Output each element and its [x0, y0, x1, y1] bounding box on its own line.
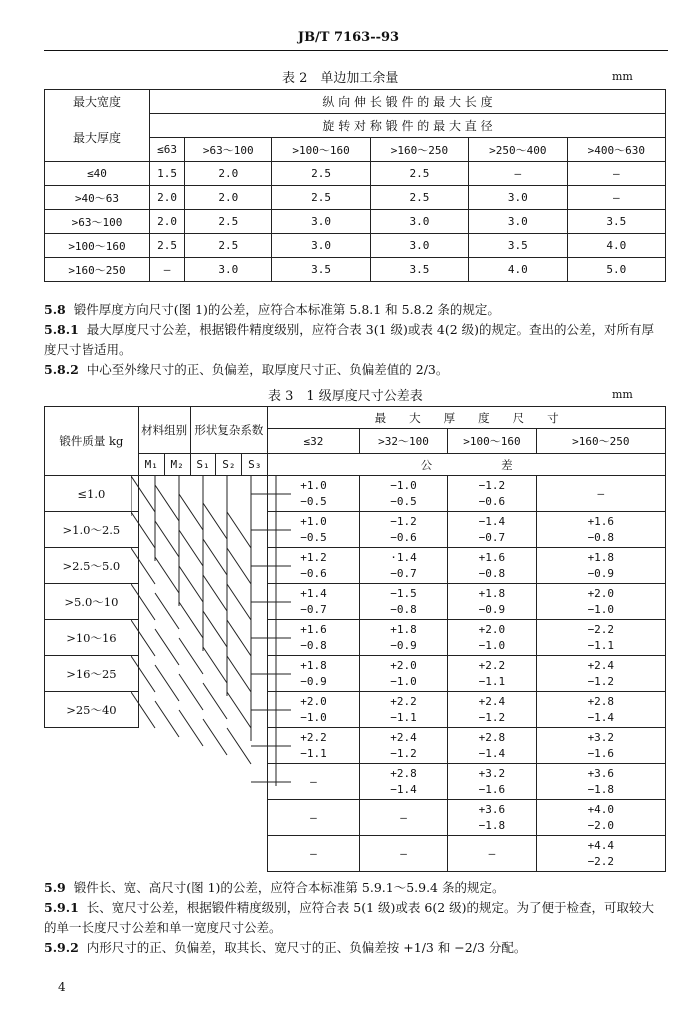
diagram-diagonal	[179, 638, 203, 674]
upper-deviation: +2.0	[300, 694, 327, 708]
table-cell: 2.0	[150, 186, 185, 210]
table-cell: 2.5	[272, 162, 370, 186]
table2-col-header: ≤63	[150, 138, 185, 162]
upper-deviation: +1.8	[390, 622, 417, 636]
tolerance-cell	[536, 836, 665, 872]
upper-deviation: ·1.4	[390, 550, 417, 564]
lower-deviation: −1.2	[587, 674, 615, 688]
diagram-diagonal	[155, 557, 179, 593]
tolerance-cell	[536, 584, 665, 620]
diagram-diagonal	[131, 476, 155, 512]
table-cell: 5.0	[567, 258, 665, 282]
diagram-diagonal	[203, 647, 227, 683]
table3-shape-header: 形状复杂系数	[190, 407, 268, 454]
tolerance-cell	[448, 764, 536, 800]
row-label: >100～160	[45, 234, 150, 258]
tolerance-cell	[448, 512, 536, 548]
table-row	[45, 234, 666, 258]
tolerance-cell	[359, 692, 447, 728]
table3-thick-col: >100～160	[448, 429, 536, 454]
upper-deviation: +2.2	[478, 658, 506, 672]
diagram-diagonal	[131, 656, 155, 692]
lower-deviation: −0.7	[478, 530, 506, 544]
tolerance-cell	[448, 476, 536, 512]
clause-text: 锻件厚度方向尺寸(图 1)的公差，应符合本标准第 5.8.1 和 5.8.2 条的规定。	[73, 302, 500, 317]
diagram-diagonal	[131, 620, 155, 656]
diagram-diagonal	[155, 629, 179, 665]
upper-deviation: +1.6	[478, 550, 506, 564]
clause-text: 内形尺寸的正、负偏差，取其长、宽尺寸的正、负偏差按 +1/3 和 −2/3 分配。	[86, 940, 527, 955]
lower-deviation: −1.1	[587, 638, 615, 652]
upper-deviation: +1.6	[587, 514, 615, 528]
diagram-diagonal	[227, 512, 251, 548]
table2-group-length: 纵 向 伸 长 锻 件 的 最 大 长 度	[150, 90, 666, 114]
lower-deviation: −1.4	[587, 710, 615, 724]
lower-deviation: −1.0	[587, 602, 615, 616]
table-cell: 2.5	[185, 210, 272, 234]
lower-deviation: −0.8	[587, 530, 615, 544]
diagram-area	[138, 836, 267, 872]
upper-deviation: +4.0	[587, 802, 615, 816]
lower-deviation: −1.1	[300, 746, 327, 760]
table2-col-header: >250～400	[469, 138, 567, 162]
tolerance-cell	[359, 728, 447, 764]
table-cell: 2.0	[185, 186, 272, 210]
lower-deviation: −1.8	[587, 782, 615, 796]
tolerance-cell	[448, 584, 536, 620]
tolerance-cell	[359, 548, 447, 584]
upper-deviation: +2.4	[587, 658, 615, 672]
diagram-diagonal	[131, 692, 155, 728]
tolerance-cell	[448, 692, 536, 728]
table3-material-header: 材料组别	[138, 407, 190, 454]
table2-machining-allowance	[44, 89, 666, 282]
table-cell: 3.0	[272, 210, 370, 234]
diagram-diagonal	[131, 512, 155, 548]
lower-deviation: −2.2	[587, 854, 615, 868]
upper-deviation: +2.8	[478, 730, 506, 744]
diagram-diagonal	[179, 530, 203, 566]
lower-deviation: −2.0	[587, 818, 615, 832]
tolerance-cell	[448, 800, 536, 836]
tolerance-cell	[536, 476, 665, 512]
diagram-diagonal	[155, 521, 179, 557]
upper-deviation: +2.0	[587, 586, 615, 600]
table3-unit: mm	[612, 388, 633, 401]
lower-deviation: −0.8	[390, 602, 417, 616]
lower-deviation: −0.6	[478, 494, 506, 508]
upper-deviation: —	[597, 486, 605, 500]
weight-row-empty	[45, 764, 139, 800]
weight-row-empty	[45, 800, 139, 836]
table-cell: 3.5	[567, 210, 665, 234]
table-row	[45, 186, 666, 210]
table-cell: 1.5	[150, 162, 185, 186]
table2-group-diameter: 旋 转 对 称 锻 件 的 最 大 直 径	[150, 114, 666, 138]
table3-caption: 表 3 1 级厚度尺寸公差表	[268, 389, 423, 404]
table-cell: 4.0	[469, 258, 567, 282]
table-cell: 3.5	[469, 234, 567, 258]
table-cell: —	[567, 162, 665, 186]
table-cell: 4.0	[567, 234, 665, 258]
clause-text: 锻件长、宽、高尺寸(图 1)的公差，应符合本标准第 5.9.1～5.9.4 条的规定。	[73, 880, 505, 895]
table2-corner-bottom: 最大厚度	[45, 114, 150, 162]
lower-deviation: −0.8	[478, 566, 506, 580]
lower-deviation: −1.0	[478, 638, 506, 652]
tolerance-cell	[448, 656, 536, 692]
lower-deviation: −1.1	[390, 710, 417, 724]
table2-caption: 表 2 单边加工余量	[282, 71, 399, 86]
table-cell: —	[469, 162, 567, 186]
upper-deviation: —	[310, 774, 317, 788]
upper-deviation: —	[488, 846, 496, 860]
diagram-diagonal	[227, 656, 251, 692]
diagram-diagonal	[227, 584, 251, 620]
clause-5-9-2	[44, 938, 666, 958]
clause-text: 中心至外缘尺寸的正、负偏差，取厚度尺寸正、负偏差值的 2/3。	[86, 362, 449, 377]
diagram-diagonal	[203, 539, 227, 575]
diagram-diagonal	[203, 503, 227, 539]
upper-deviation: +3.6	[478, 802, 506, 816]
upper-deviation: +2.4	[390, 730, 417, 744]
lower-deviation: −0.5	[390, 494, 417, 508]
upper-deviation: +2.4	[478, 694, 506, 708]
tolerance-cell	[359, 620, 447, 656]
diagram-diagonal	[155, 701, 179, 737]
table3-tolerance-header: 公 差	[268, 454, 666, 476]
lower-deviation: −1.0	[390, 674, 417, 688]
diagram-diagonal	[179, 494, 203, 530]
upper-deviation: −1.2	[390, 514, 417, 528]
upper-deviation: +3.2	[587, 730, 615, 744]
lower-deviation: −0.7	[390, 566, 417, 580]
table-cell: —	[150, 258, 185, 282]
table-cell: 3.5	[370, 258, 468, 282]
lower-deviation: −0.9	[300, 674, 327, 688]
lower-deviation: −0.9	[587, 566, 615, 580]
lower-deviation: −1.6	[478, 782, 506, 796]
lower-deviation: −0.9	[390, 638, 417, 652]
upper-deviation: +3.2	[478, 766, 506, 780]
weight-row-label: >16～25	[45, 656, 139, 692]
upper-deviation: +1.0	[300, 514, 327, 528]
upper-deviation: +1.8	[587, 550, 615, 564]
table-cell: 3.0	[469, 210, 567, 234]
tolerance-cell	[536, 512, 665, 548]
weight-row-empty	[45, 836, 139, 872]
document-header: JB/T 7163--93	[297, 30, 400, 45]
diagram-diagonal	[227, 620, 251, 656]
diagram-diagonal	[203, 575, 227, 611]
clause-number: 5.8.1	[44, 322, 79, 337]
tolerance-cell	[268, 836, 360, 872]
upper-deviation: −1.4	[478, 514, 506, 528]
upper-deviation: −1.5	[390, 586, 417, 600]
upper-deviation: +3.6	[587, 766, 615, 780]
shape-s2: S₂	[216, 454, 242, 476]
diagram-diagonal	[155, 593, 179, 629]
table3-thick-col: >32～100	[359, 429, 447, 454]
upper-deviation: +2.0	[390, 658, 417, 672]
clause-5-9-1	[44, 898, 666, 938]
tolerance-cell	[359, 512, 447, 548]
row-label: >160～250	[45, 258, 150, 282]
upper-deviation: +2.0	[478, 622, 506, 636]
clause-number: 5.9	[44, 880, 66, 895]
clause-5-8	[44, 300, 666, 320]
row-label: >63～100	[45, 210, 150, 234]
lower-deviation: −0.6	[390, 530, 417, 544]
table2-unit: mm	[612, 70, 633, 83]
weight-row-label: >1.0～2.5	[45, 512, 139, 548]
upper-deviation: —	[310, 846, 317, 860]
lower-deviation: −0.6	[300, 566, 327, 580]
tolerance-cell	[536, 656, 665, 692]
table3-thick-col: ≤32	[268, 429, 360, 454]
diagram-diagonal	[203, 611, 227, 647]
diagram-diagonal	[227, 728, 251, 764]
upper-deviation: +1.8	[478, 586, 506, 600]
table-cell: 2.5	[150, 234, 185, 258]
table-row	[45, 210, 666, 234]
table-row	[45, 836, 666, 872]
row-label: ≤40	[45, 162, 150, 186]
upper-deviation: +2.2	[300, 730, 327, 744]
diagram-diagonal	[227, 548, 251, 584]
table-cell: 3.0	[370, 210, 468, 234]
tolerance-cell	[359, 764, 447, 800]
table3-weight-header: 锻件质量 kg	[45, 407, 139, 476]
table-cell: 2.0	[150, 210, 185, 234]
tolerance-cell	[536, 764, 665, 800]
upper-deviation: +2.8	[390, 766, 417, 780]
lower-deviation: −1.2	[478, 710, 506, 724]
page-number: 4	[58, 980, 66, 994]
table2-col-header: >400～630	[567, 138, 665, 162]
diagram-diagonal	[179, 710, 203, 746]
tolerance-cell	[448, 620, 536, 656]
upper-deviation: +2.8	[587, 694, 615, 708]
weight-row-label: >2.5～5.0	[45, 548, 139, 584]
lower-deviation: −0.7	[300, 602, 327, 616]
clause-number: 5.9.1	[44, 900, 79, 915]
table-cell: —	[567, 186, 665, 210]
weight-row-label: ≤1.0	[45, 476, 139, 512]
clause-text: 长、宽尺寸公差，根据锻件精度级别，应符合表 5(1 级)或表 6(2 级)的规定。为了便于检查，可取较大的单一长度尺寸公差和单一宽度尺寸公差。	[44, 900, 655, 935]
tolerance-cell	[536, 548, 665, 584]
tolerance-cell	[536, 728, 665, 764]
upper-deviation: +1.6	[300, 622, 327, 636]
upper-deviation: −1.2	[478, 478, 506, 492]
table-cell: 2.5	[185, 234, 272, 258]
table3-thick-col: >160～250	[536, 429, 665, 454]
table-row	[45, 258, 666, 282]
row-label: >40～63	[45, 186, 150, 210]
table-cell: 2.5	[370, 162, 468, 186]
upper-deviation: —	[400, 810, 407, 824]
clause-5-8-1	[44, 320, 666, 360]
clause-5-9	[44, 878, 666, 898]
lower-deviation: −0.5	[300, 494, 327, 508]
diagram-diagonal	[203, 719, 227, 755]
tolerance-cell	[536, 692, 665, 728]
diagram-diagonal	[131, 548, 155, 584]
lower-deviation: −1.6	[587, 746, 615, 760]
tolerance-cell	[359, 584, 447, 620]
lower-deviation: −0.9	[478, 602, 506, 616]
lower-deviation: −0.8	[300, 638, 327, 652]
table-cell: 2.5	[370, 186, 468, 210]
upper-deviation: +1.2	[300, 550, 327, 564]
lower-deviation: −1.4	[390, 782, 417, 796]
upper-deviation: +4.4	[587, 838, 615, 852]
upper-deviation: —	[310, 810, 317, 824]
lower-deviation: −1.0	[300, 710, 327, 724]
table2-col-header: >100～160	[272, 138, 370, 162]
clause-number: 5.8.2	[44, 362, 79, 377]
tolerance-cell	[536, 620, 665, 656]
diagram-diagonal	[155, 485, 179, 521]
shape-s1: S₁	[190, 454, 216, 476]
table-cell: 3.0	[469, 186, 567, 210]
diagram-diagonal	[179, 674, 203, 710]
upper-deviation: +2.2	[390, 694, 417, 708]
lower-deviation: −0.5	[300, 530, 327, 544]
upper-deviation: −2.2	[587, 622, 615, 636]
table-cell: 3.0	[185, 258, 272, 282]
table2-col-header: >63～100	[185, 138, 272, 162]
weight-row-label: >5.0～10	[45, 584, 139, 620]
header-rule	[44, 50, 668, 51]
upper-deviation: +1.8	[300, 658, 327, 672]
diagram-diagonal	[203, 683, 227, 719]
clause-text: 最大厚度尺寸公差，根据锻件精度级别，应符合表 3(1 级)或表 4(2 级)的规定。查出的公差，对所有厚度尺寸皆适用。	[44, 322, 655, 357]
material-m2: M₂	[164, 454, 190, 476]
clause-number: 5.8	[44, 302, 66, 317]
tolerance-cell	[536, 800, 665, 836]
tolerance-cell	[359, 836, 447, 872]
diagram-diagonal	[155, 665, 179, 701]
upper-deviation: +1.0	[300, 478, 327, 492]
table2-col-header: >160～250	[370, 138, 468, 162]
table2-corner-top: 最大宽度	[45, 90, 150, 114]
table3-selection-diagram	[131, 476, 291, 806]
diagram-diagonal	[179, 566, 203, 602]
shape-s3: S₃	[242, 454, 268, 476]
tolerance-cell	[448, 548, 536, 584]
tolerance-cell	[359, 800, 447, 836]
clause-5-8-2	[44, 360, 666, 380]
weight-row-label: >10～16	[45, 620, 139, 656]
table3-maxthick-header: 最 大 厚 度 尺 寸	[268, 407, 666, 429]
table-cell: 3.0	[370, 234, 468, 258]
table-cell: 3.5	[272, 258, 370, 282]
table-row	[45, 162, 666, 186]
weight-row-empty	[45, 728, 139, 764]
tolerance-cell	[448, 836, 536, 872]
weight-row-label: >25～40	[45, 692, 139, 728]
upper-deviation: —	[400, 846, 407, 860]
lower-deviation: −1.8	[478, 818, 506, 832]
table-cell: 2.0	[185, 162, 272, 186]
lower-deviation: −1.2	[390, 746, 417, 760]
upper-deviation: −1.0	[390, 478, 417, 492]
clause-number: 5.9.2	[44, 940, 79, 955]
table-cell: 2.5	[272, 186, 370, 210]
diagram-diagonal	[227, 692, 251, 728]
table-cell: 3.0	[272, 234, 370, 258]
diagram-diagonal	[179, 602, 203, 638]
material-m1: M₁	[138, 454, 164, 476]
lower-deviation: −1.1	[478, 674, 506, 688]
tolerance-cell	[448, 728, 536, 764]
lower-deviation: −1.4	[478, 746, 506, 760]
upper-deviation: +1.4	[300, 586, 327, 600]
diagram-diagonal	[131, 584, 155, 620]
tolerance-cell	[359, 476, 447, 512]
tolerance-cell	[359, 656, 447, 692]
